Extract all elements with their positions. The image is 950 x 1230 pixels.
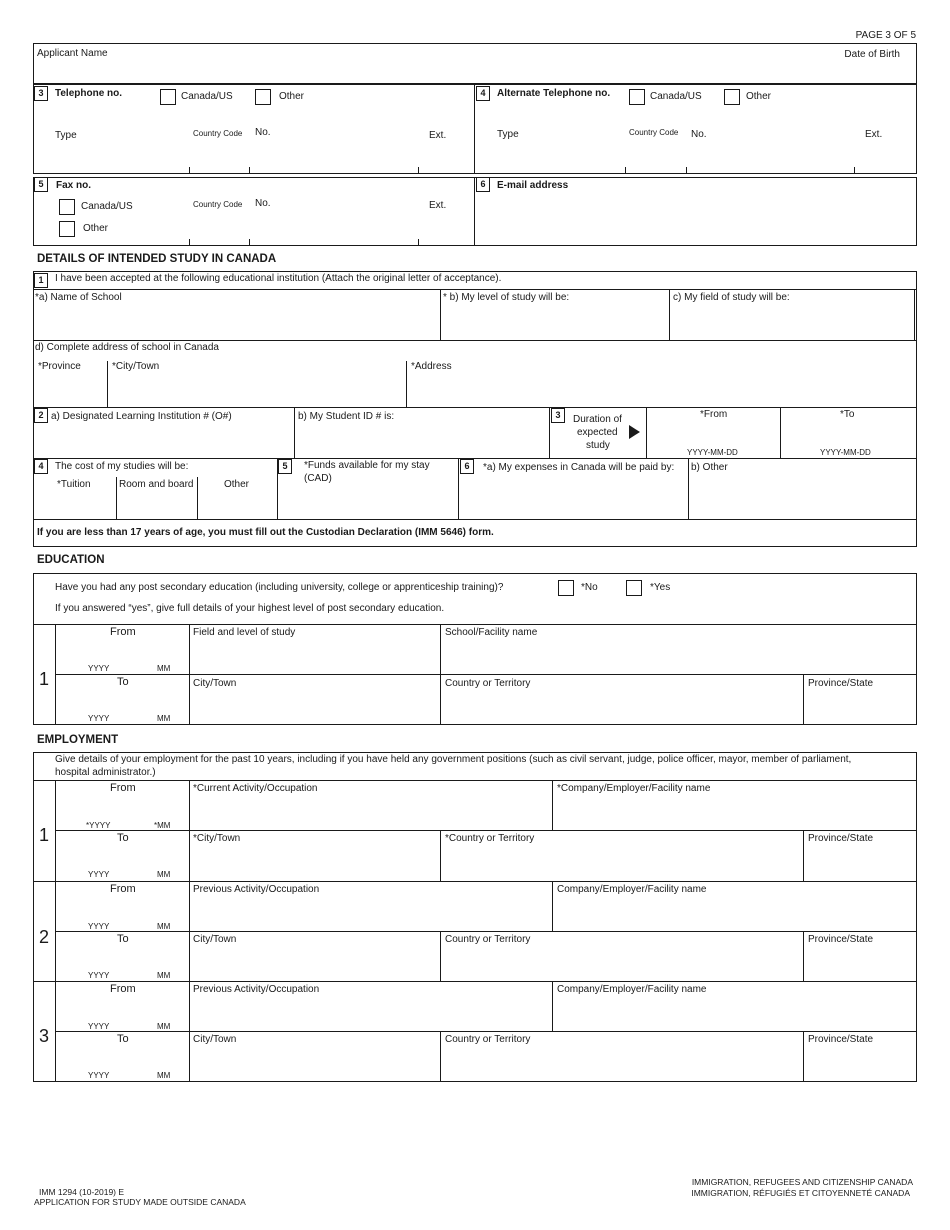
employment-row-1-number: 1 [39, 825, 50, 845]
post-secondary-followup: If you answered “yes”, give full details of your highest level of post secondary education. [55, 603, 445, 614]
education-city-label: City/Town [193, 678, 237, 689]
employment-3-city-label: City/Town [193, 1034, 237, 1045]
education-from-label: From [110, 626, 136, 638]
city-label: *City/Town [112, 361, 160, 372]
department-name-en: IMMIGRATION, REFUGEES AND CITIZENSHIP CANADA [691, 1177, 913, 1187]
fax-canada-label: Canada/US [81, 201, 133, 212]
expenses-other-label: b) Other [691, 462, 728, 473]
arrow-right-icon [629, 425, 640, 439]
employment-2-city-label: City/Town [193, 934, 237, 945]
employment-1-from-date-field[interactable] [58, 798, 186, 818]
room-board-field[interactable] [119, 494, 194, 516]
telephone-other-label: Other [279, 91, 305, 102]
employment-3-country-field[interactable] [444, 1049, 799, 1077]
education-to-yyyy: YYYY [88, 714, 110, 723]
telephone-other-checkbox[interactable] [255, 89, 271, 105]
employment-3-from-date-field[interactable] [58, 999, 186, 1019]
email-field[interactable] [477, 196, 915, 242]
employment-3-from-label: From [110, 983, 136, 995]
level-of-study-label: * b) My level of study will be: [443, 292, 570, 303]
dli-field[interactable] [36, 424, 290, 454]
employment-2-to-date-field[interactable] [58, 949, 186, 969]
form-code: IMM 1294 (10-2019) E [39, 1187, 125, 1197]
school-address-label: d) Complete address of school in Canada [35, 342, 219, 353]
employment-3-activity-field[interactable] [192, 999, 548, 1027]
duration-label-line3: study [586, 440, 610, 451]
field-of-study-label: c) My field of study will be: [673, 292, 790, 303]
education-yes-label: *Yes [650, 582, 671, 593]
employment-1-company-label: *Company/Employer/Facility name [557, 783, 711, 794]
cost-other-field[interactable] [200, 494, 274, 516]
education-to-label: To [117, 676, 129, 688]
duration-from-label: *From [700, 409, 728, 420]
fax-no-label: No. [255, 198, 271, 209]
expenses-paid-by-label: *a) My expenses in Canada will be paid by: [483, 462, 675, 473]
alt-telephone-other-label: Other [746, 91, 772, 102]
employment-2-province-label: Province/State [808, 934, 874, 945]
employment-2-city-field[interactable] [192, 949, 436, 977]
duration-to-format: YYYY-MM-DD [820, 448, 871, 457]
study-question-4-number: 4 [34, 459, 48, 474]
employment-row-2-number: 2 [39, 927, 50, 947]
education-country-label: Country or Territory [445, 678, 531, 689]
employment-1-country-field[interactable] [444, 848, 799, 876]
telephone-ext-label: Ext. [429, 130, 447, 141]
employment-3-to-date-field[interactable] [58, 1049, 186, 1069]
alternate-telephone-label: Alternate Telephone no. [497, 88, 611, 99]
employment-intro-line2: hospital administrator.) [55, 767, 156, 778]
telephone-no-label: No. [255, 127, 271, 138]
employment-3-province-field[interactable] [807, 1049, 914, 1077]
duration-from-field[interactable] [650, 424, 776, 446]
employment-2-company-label: Company/Employer/Facility name [557, 884, 707, 895]
alt-telephone-number-field[interactable] [477, 142, 915, 170]
employment-2-activity-label: Previous Activity/Occupation [193, 884, 320, 895]
province-field[interactable] [36, 376, 104, 404]
employment-1-activity-label: *Current Activity/Occupation [193, 783, 318, 794]
fax-label: Fax no. [56, 180, 92, 191]
question-number-4: 4 [476, 86, 490, 101]
cost-other-label: Other [224, 479, 250, 490]
employment-3-activity-label: Previous Activity/Occupation [193, 984, 320, 995]
post-secondary-question: Have you had any post secondary education (including university, college or apprenticeship training)? [55, 582, 504, 593]
address-label: *Address [411, 361, 452, 372]
study-question-3-number: 3 [551, 408, 565, 423]
study-question-2-number: 2 [34, 408, 48, 423]
expenses-paid-by-field[interactable] [462, 478, 684, 516]
employment-1-city-label: *City/Town [193, 833, 241, 844]
education-to-mm: MM [157, 714, 171, 723]
education-city-field[interactable] [192, 692, 436, 720]
duration-to-label: *To [840, 409, 855, 420]
employment-2-country-label: Country or Territory [445, 934, 531, 945]
education-province-field[interactable] [807, 692, 914, 720]
study-question-1-number: 1 [34, 273, 48, 288]
employment-2-to-mm: MM [157, 971, 171, 980]
custodian-note: If you are less than 17 years of age, you must fill out the Custodian Declaration (IMM 5646) form. [37, 527, 494, 538]
employment-intro-line1: Give details of your employment for the past 10 years, including if you have held any government positions (such as civil servant, judge, police officer, mayor, member of parliament, [55, 754, 852, 765]
employment-2-to-yyyy: YYYY [88, 971, 110, 980]
employment-3-country-label: Country or Territory [445, 1034, 531, 1045]
field-level-label: Field and level of study [193, 627, 296, 638]
telephone-number-field[interactable] [36, 142, 472, 170]
employment-3-city-field[interactable] [192, 1049, 436, 1077]
field-of-study-field[interactable] [672, 306, 910, 336]
education-province-label: Province/State [808, 678, 874, 689]
employment-2-activity-field[interactable] [192, 899, 548, 927]
employment-1-company-field[interactable] [556, 798, 914, 826]
expenses-other-field[interactable] [692, 478, 912, 516]
telephone-type-label: Type [55, 130, 77, 141]
employment-3-company-label: Company/Employer/Facility name [557, 984, 707, 995]
study-section-title: DETAILS OF INTENDED STUDY IN CANADA [37, 253, 277, 265]
telephone-country-code-label: Country Code [193, 129, 243, 138]
employment-3-company-field[interactable] [556, 999, 914, 1027]
telephone-canada-label: Canada/US [181, 91, 233, 102]
employment-1-province-label: Province/State [808, 833, 874, 844]
employment-1-to-label: To [117, 832, 129, 844]
employment-2-from-label: From [110, 883, 136, 895]
student-id-label: b) My Student ID # is: [298, 411, 395, 422]
employment-3-to-mm: MM [157, 1071, 171, 1080]
employment-2-company-field[interactable] [556, 899, 914, 927]
funds-label-line1: *Funds available for my stay [304, 460, 430, 471]
employment-1-province-field[interactable] [807, 848, 914, 876]
form-title: APPLICATION FOR STUDY MADE OUTSIDE CANADA [34, 1197, 246, 1207]
duration-from-format: YYYY-MM-DD [687, 448, 738, 457]
employment-1-to-date-field[interactable] [58, 848, 186, 868]
alt-telephone-other-checkbox[interactable] [724, 89, 740, 105]
funds-field[interactable] [281, 490, 455, 516]
question-number-3: 3 [34, 86, 48, 101]
question-number-5: 5 [34, 177, 48, 192]
field-level-field[interactable] [192, 642, 436, 670]
education-country-field[interactable] [444, 692, 799, 720]
telephone-label: Telephone no. [55, 88, 123, 99]
employment-3-from-yyyy: YYYY [88, 1022, 110, 1031]
employment-1-city-field[interactable] [192, 848, 436, 876]
education-row-number: 1 [39, 669, 50, 689]
employment-2-from-yyyy: YYYY [88, 922, 110, 931]
employment-3-to-yyyy: YYYY [88, 1071, 110, 1080]
employment-2-to-label: To [117, 933, 129, 945]
fax-ext-label: Ext. [429, 200, 447, 211]
accepted-institution-label: I have been accepted at the following educational institution (Attach the original letter of acceptance). [55, 273, 502, 284]
department-name-fr: IMMIGRATION, RÉFUGIÉS ET CITOYENNETÉ CANADA [691, 1188, 910, 1198]
alt-telephone-ext-label: Ext. [865, 129, 883, 140]
employment-row-3-number: 3 [39, 1026, 50, 1046]
address-field[interactable] [410, 376, 910, 404]
education-no-checkbox[interactable] [558, 580, 574, 596]
alt-telephone-type-label: Type [497, 129, 519, 140]
fax-other-checkbox[interactable] [59, 221, 75, 237]
applicant-name-field[interactable] [37, 61, 737, 81]
name-of-school-field[interactable] [36, 306, 436, 336]
employment-3-province-label: Province/State [808, 1034, 874, 1045]
room-board-label: Room and board [119, 479, 194, 490]
fax-canada-checkbox[interactable] [59, 199, 75, 215]
tuition-label: *Tuition [57, 479, 91, 490]
dli-label: a) Designated Learning Institution # (O#) [51, 411, 232, 422]
alt-telephone-no-label: No. [691, 129, 707, 140]
employment-section-title: EMPLOYMENT [37, 734, 119, 746]
duration-to-field[interactable] [783, 424, 911, 446]
duration-label-line1: Duration of [573, 414, 622, 425]
employment-1-country-label: *Country or Territory [445, 833, 535, 844]
fax-number-field[interactable] [190, 214, 472, 242]
employment-1-to-yyyy: YYYY [88, 870, 110, 879]
school-facility-label: School/Facility name [445, 627, 538, 638]
level-of-study-field[interactable] [443, 306, 665, 336]
fax-country-code-label: Country Code [193, 200, 243, 209]
education-to-date-field[interactable] [58, 692, 186, 712]
alt-telephone-canada-label: Canada/US [650, 91, 702, 102]
education-from-date-field[interactable] [58, 642, 186, 662]
employment-2-from-date-field[interactable] [58, 899, 186, 919]
education-from-yyyy: YYYY [88, 664, 110, 673]
date-of-birth-field[interactable] [794, 61, 909, 81]
school-facility-field[interactable] [444, 642, 914, 670]
education-yes-checkbox[interactable] [626, 580, 642, 596]
tuition-field[interactable] [36, 494, 113, 516]
employment-1-from-yyyy: *YYYY [86, 821, 111, 830]
employment-1-activity-field[interactable] [192, 798, 548, 826]
fax-other-label: Other [83, 223, 109, 234]
name-of-school-label: *a) Name of School [35, 292, 122, 303]
employment-3-from-mm: MM [157, 1022, 171, 1031]
employment-2-province-field[interactable] [807, 949, 914, 977]
city-field[interactable] [110, 376, 402, 404]
employment-2-country-field[interactable] [444, 949, 799, 977]
applicant-name-label: Applicant Name [37, 48, 108, 59]
employment-1-from-mm: *MM [154, 821, 171, 830]
duration-label-line2: expected [577, 427, 618, 438]
telephone-canada-checkbox[interactable] [160, 89, 176, 105]
employment-2-from-mm: MM [157, 922, 171, 931]
alt-telephone-country-code-label: Country Code [629, 128, 679, 137]
province-label: *Province [38, 361, 81, 372]
education-from-mm: MM [157, 664, 171, 673]
question-number-6: 6 [476, 177, 490, 192]
study-question-5-number: 5 [278, 459, 292, 474]
applicant-header-box [33, 43, 917, 84]
email-label: E-mail address [497, 180, 569, 191]
page-number: PAGE 3 OF 5 [855, 30, 916, 41]
employment-1-to-mm: MM [157, 870, 171, 879]
employment-3-to-label: To [117, 1033, 129, 1045]
funds-label-line2: (CAD) [304, 473, 332, 484]
date-of-birth-label: Date of Birth [844, 49, 900, 60]
student-id-field[interactable] [297, 424, 545, 454]
alt-telephone-canada-checkbox[interactable] [629, 89, 645, 105]
employment-1-from-label: From [110, 782, 136, 794]
cost-of-studies-label: The cost of my studies will be: [55, 461, 189, 472]
education-section-title: EDUCATION [37, 554, 105, 566]
study-question-6-number: 6 [460, 459, 474, 474]
education-no-label: *No [581, 582, 598, 593]
